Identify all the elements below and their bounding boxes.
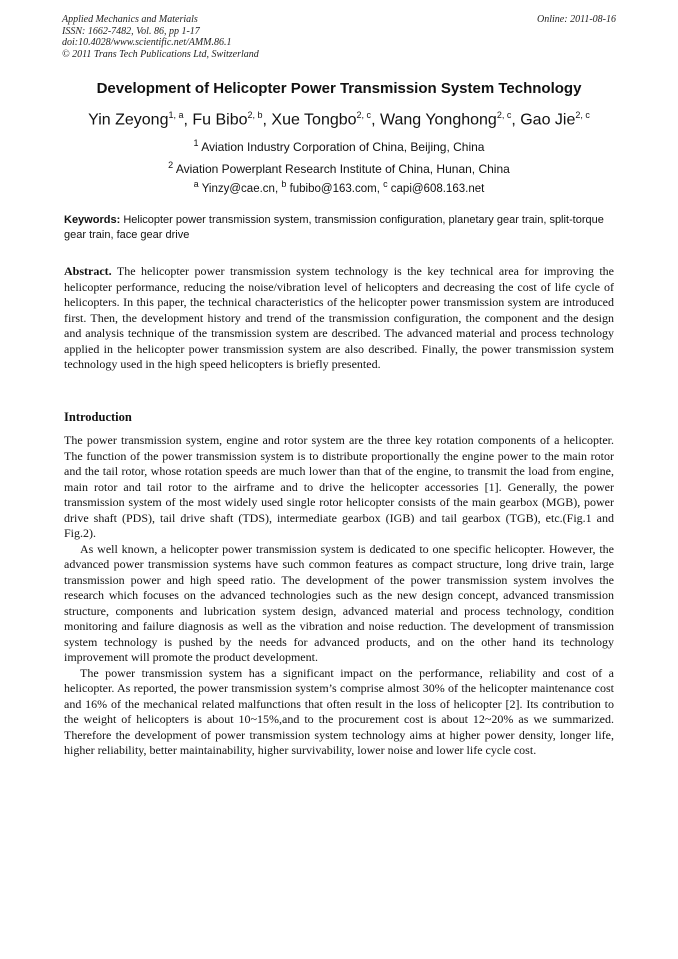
copyright-line: © 2011 Trans Tech Publications Ltd, Switzerland: [62, 48, 259, 60]
introduction-heading: Introduction: [64, 410, 132, 424]
author-affil-sup: 1, a: [168, 110, 184, 120]
author-name: Xue Tongbo: [271, 111, 357, 129]
email-sup: b: [281, 179, 287, 189]
affiliation-1: [40, 138, 638, 154]
email-address: Yinzy@cae.cn: [201, 182, 275, 195]
author-affil-sup: 2, c: [356, 110, 372, 120]
paper-title: Development of Helicopter Power Transmission System Technology: [96, 80, 582, 97]
affiliation-number: 1: [193, 138, 199, 148]
author-affil-sup: 2, b: [247, 110, 263, 120]
email-sup: c: [383, 179, 388, 189]
author-name: Yin Zeyong: [88, 111, 169, 129]
keywords-text: Helicopter power transmission system, transmission configuration, planetary gear train, split-torque gear train, face gear drive: [64, 214, 604, 241]
keywords-label: Keywords:: [64, 214, 121, 226]
keywords-section: [64, 213, 618, 242]
author-list: Yin Zeyong$^{1, a}$, Fu Bibo$^{2, b}$, Xue Tongbo$^{2, c}$, Wang Yonghong$^{2, c}$, Gao Jie$^{2, c}$: [88, 110, 590, 129]
abstract-section: [64, 264, 614, 373]
affiliation-text: Aviation Industry Corporation of China, Beijing, China: [201, 140, 485, 154]
affiliation-text: Aviation Powerplant Research Institute of China, Hunan, China: [175, 162, 510, 176]
intro-paragraph-2: As well known, a helicopter power transmission system is dedicated to one specific helicopter. However, the advanced power transmission systems have such common features as compact structure, long drive train, large transmission power and high speed ratio. The development of the power transmission system involves the research which focuses on the advanced technologies such as the new design concept, advanced transmission structure, components and lubrication system design, advanced material and process technology, condition monitoring and failure diagnosis as well as the vibration and noise reduction. The development of transmission system technology is pushed by the needs for advanced products, and on the other hand its technology improvement will promote the product development.: [64, 541, 614, 664]
intro-paragraph-3: The power transmission system has a significant impact on the performance, reliability and cost of a helicopter. As reported, the power transmission system’s comprise almost 30% of the helicopter maintenance cost and 16% of the mechanical related malfunctions that often result in the loss of helicopter [2]. Its contribution to the weight of helicopters is about 10~15%,and to the procurement cost is about 12~20% as we summarized. Therefore the development of power transmission system technology aims at higher power density, longer life, higher reliability, better maintainability, higher survivability, lower noise and lower life cycle cost.: [64, 665, 614, 757]
issn-line: ISSN: 1662-7482, Vol. 86, pp 1-17: [62, 25, 200, 37]
journal-header: [62, 14, 616, 60]
doi-line: doi:10.4028/www.scientific.net/AMM.86.1: [62, 37, 232, 48]
author-name: Gao Jie: [520, 111, 576, 129]
email-list: $^a$ Yinzy@cae.cn, $^b$ fubibo@163.com, $^c$ capi@608.163.net: [193, 179, 485, 195]
affiliation-number: 2: [168, 160, 174, 170]
author-name: Fu Bibo: [192, 111, 248, 129]
introduction-body: [64, 433, 614, 759]
author-affil-sup: 2, c: [575, 110, 590, 120]
author-affil-sup: 2, c: [496, 110, 512, 120]
affiliation-2: [40, 160, 638, 176]
email-sup: a: [193, 179, 199, 189]
online-date: Online: 2011-08-16: [537, 14, 616, 25]
intro-paragraph-1: The power transmission system, engine and rotor system are the three key rotation components of a helicopter. The function of the power transmission system is to distribute proportionally the engine power to the main rotor and the tail rotor, whose rotation speeds are much lower than that of the engine, to transmit the load from engine, main rotor and tail rotor to the airframe and to drive the helicopter accessories [1]. Generally, the power transmission system of the most widely used single rotor helicopter consists of the main gearbox (MGB), power drive shaft (PDS), tail drive shaft (TDS), intermediate gearbox (IGB) and tail gearbox (TGB), etc.(Fig.1 and Fig.2).: [64, 433, 614, 540]
email-address: capi@608.163.net: [390, 182, 485, 195]
journal-name: Applied Mechanics and Materials: [62, 14, 198, 25]
email-address: fubibo@163.com: [289, 182, 377, 195]
abstract-label: Abstract.: [64, 264, 112, 278]
abstract-text: The helicopter power transmission system technology is the key technical area for improving the helicopter performance, reducing the noise/vibration level of helicopters and decreasing the cost of life cycle of helicopters. In this paper, the technical characteristics of the helicopter power transmission system are introduced first. Then, the development history and trend of the transmission configuration, the component and the design and analysis technique of the transmission system are described. The advanced material and process technology applied in the helicopter power transmission system are also described. Finally, the power transmission system technology used in the high speed helicopters is briefly presented.: [64, 264, 614, 371]
author-name: Wang Yonghong: [379, 111, 497, 129]
